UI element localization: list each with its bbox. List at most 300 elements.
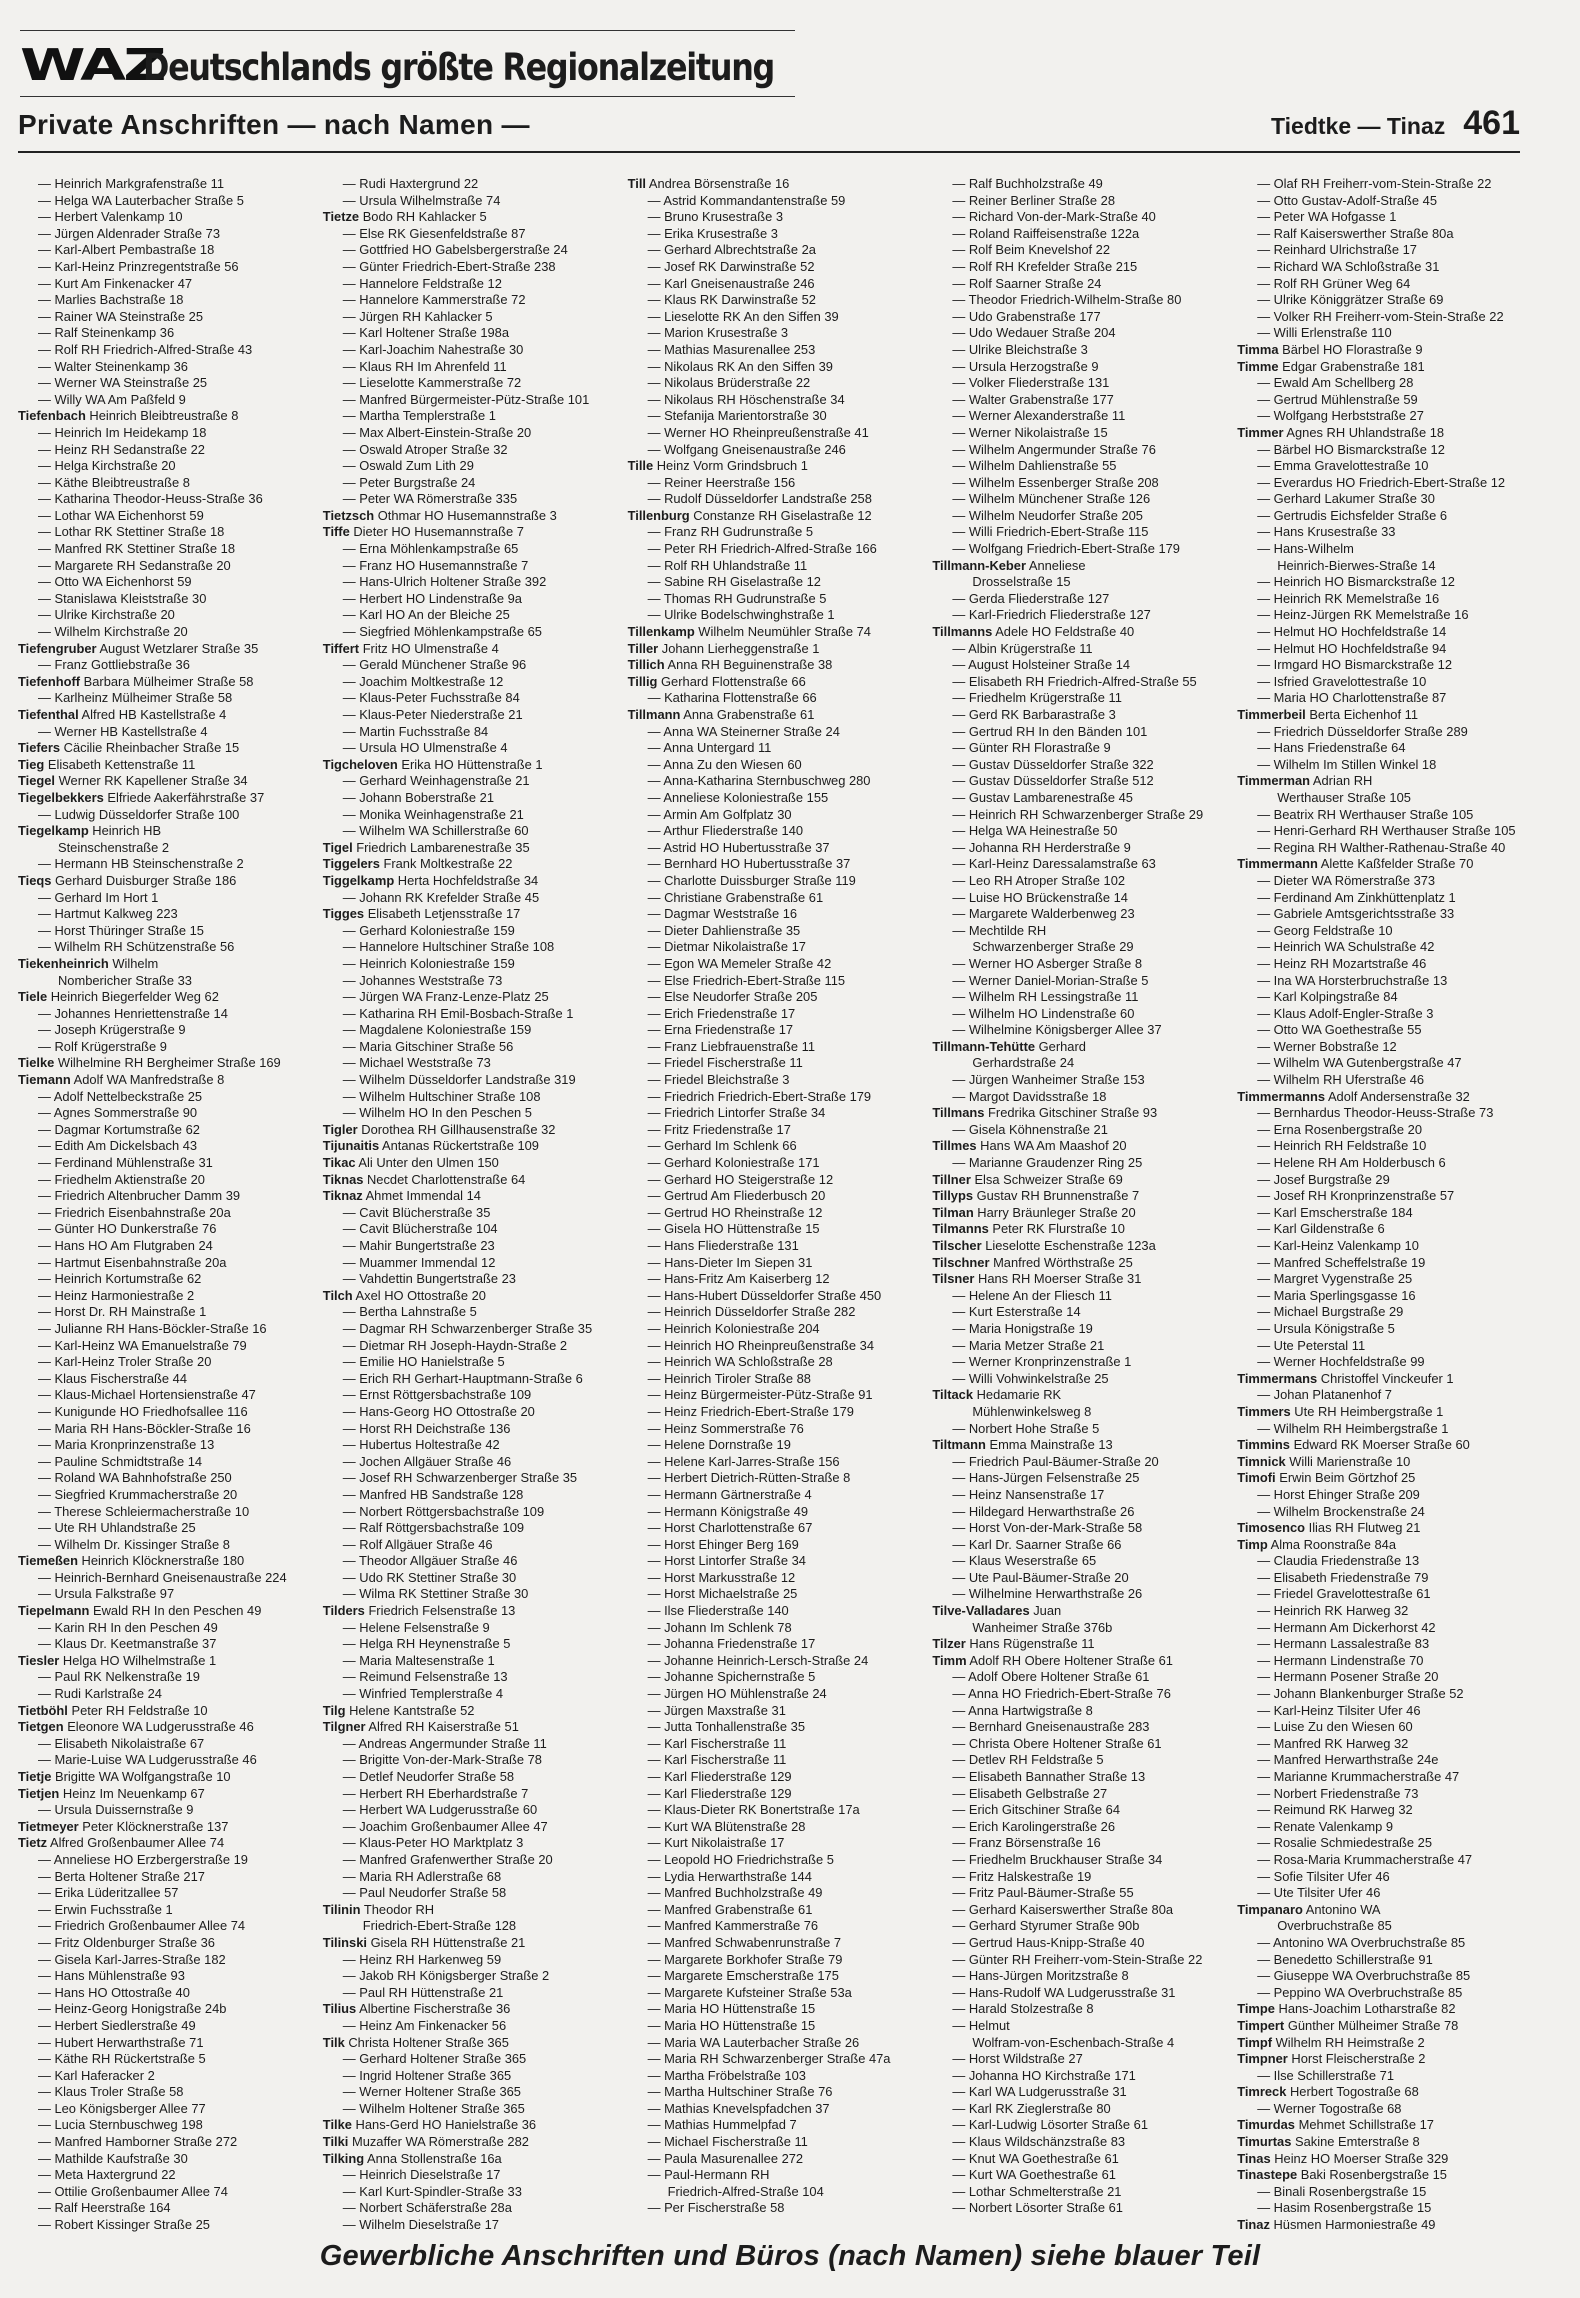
surname: Tilinski [322,1934,367,1950]
surname: Timpert [1237,2017,1285,2033]
directory-entry [18,1055,309,1072]
directory-entry: — Hannelore Feldstraße 12 [342,275,502,291]
directory-entry: — Siegfried Krummacherstraße 20 [38,1486,238,1502]
directory-entry: — Julianne RH Hans-Böckler-Straße 16 [38,1320,267,1336]
entry-text: Anna RH Beguinenstraße 38 [667,657,833,673]
entry-text: Hüsmen Harmoniestraße 49 [1273,2217,1436,2233]
directory-entry: — Erwin Fuchsstraße 1 [38,1901,173,1917]
directory-entry: — Karl HO An der Bleiche 25 [342,607,510,623]
surname: Tiffert [322,640,360,656]
directory-entry [932,1238,1223,1255]
directory-entry [323,209,614,226]
directory-entry: — Nikolaus Brüderstraße 22 [647,375,811,391]
surname: Tiepelmann [18,1603,90,1619]
directory-entry: — Karl Fliederstraße 129 [647,1785,792,1801]
directory-entry [323,906,614,923]
directory-entry: — Karl-Heinz Prinzregentstraße 56 [38,258,239,274]
directory-entry: — Hans-Dieter Im Siepen 31 [647,1254,813,1270]
surname: Tilk [322,2034,345,2050]
directory-entry: — Wilhelm Brockenstraße 24 [1257,1503,1425,1519]
directory-entry [18,740,309,757]
directory-entry [18,989,309,1006]
directory-entry: — Wilhelm Dr. Kissinger Straße 8 [38,1536,230,1552]
directory-entry: — Werner WA Steinstraße 25 [38,375,208,391]
directory-entry: — Günter Friedrich-Ebert-Straße 238 [342,258,556,274]
directory-entry: — Friedrich Eisenbahnstraße 20a [38,1204,231,1220]
directory-entry: — Karl Fischerstraße 11 [647,1735,787,1751]
entry-text: Johann Lierheggenstraße 1 [661,640,820,656]
directory-entry: — Lieselotte Kammerstraße 72 [342,375,522,391]
directory-entry: — Ralf Kaiserswerther Straße 80a [1257,225,1454,241]
directory-entry [1237,1902,1528,1919]
directory-entry: — Friedhelm Bruckhauser Straße 34 [952,1851,1163,1867]
directory-entry: — Gerhard Weinhagenstraße 21 [342,773,530,789]
directory-entry: — Hans-Fritz Am Kaiserberg 12 [647,1271,830,1287]
directory-entry: — Werner HO Asberger Straße 8 [952,955,1142,971]
directory-entry: — Heinz RH Sedanstraße 22 [38,441,205,457]
directory-entry [932,1105,1223,1122]
surname: Tille [627,458,654,474]
surname: Tillmann-Keber [932,557,1026,573]
directory-entry: — Herbert WA Ludgerusstraße 60 [342,1802,538,1818]
directory-entry [18,1719,309,1736]
directory-entry: — Ursula HO Ulmenstraße 4 [342,740,508,756]
directory-entry: — Friedrich Friedrich-Ebert-Straße 179 [647,1088,872,1104]
surname: Timmerbeil [1237,707,1306,722]
directory-listing [18,176,1528,2233]
directory-entry: — Charlotte Duissburger Straße 119 [647,872,856,888]
directory-entry: — Horst Charlottenstraße 67 [647,1520,813,1536]
directory-entry: — Kurt Am Finkenacker 47 [38,275,193,291]
directory-entry: — Helga Kirchstraße 20 [38,458,176,474]
directory-entry: — Horst Wildstraße 27 [952,2051,1083,2067]
directory-entry: — Hubertus Holtestraße 42 [342,1437,500,1453]
directory-entry: — Maria RH Hans-Böckler-Straße 16 [38,1420,251,1436]
directory-entry: — Johanna HO Kirchstraße 171 [952,2067,1136,2083]
directory-entry: — Robert Kissinger Straße 25 [38,2217,210,2233]
directory-entry [1237,2051,1528,2068]
directory-entry: — Jakob RH Königsberger Straße 2 [342,1968,550,1984]
directory-entry [18,707,309,724]
entry-text: Emma Mainstraße 13 [989,1437,1113,1453]
directory-entry: — Ewald Am Schellberg 28 [1257,375,1414,391]
directory-entry [18,1819,309,1836]
surname: Tikac [322,1155,356,1171]
directory-entry [1237,1437,1528,1454]
directory-entry: — Jürgen Maxstraße 31 [647,1702,786,1718]
directory-entry: — Ernst Röttgersbachstraße 109 [342,1387,532,1403]
directory-entry [932,1271,1223,1288]
directory-entry: — Peppino WA Overbruchstraße 85 [1257,1984,1463,2000]
directory-entry: — Klaus-Peter Fuchsstraße 84 [342,690,520,706]
directory-entry: — Gustav Lambarenestraße 45 [952,789,1133,805]
directory-entry: — Maria Kronprinzenstraße 13 [38,1437,215,1453]
directory-entry [1237,2167,1528,2184]
directory-entry: — Martha Hultschiner Straße 76 [647,2084,833,2100]
directory-column [932,176,1223,2221]
directory-entry: — Mahir Bungertstraße 23 [342,1238,495,1253]
directory-entry: — Heinz Friedrich-Ebert-Straße 179 [647,1403,854,1419]
directory-entry: — Werner Hochfeldstraße 99 [1257,1354,1425,1370]
directory-entry: — Hans HO Ottostraße 40 [38,1984,190,2000]
directory-entry [18,790,309,807]
directory-entry: — Karl-Albert Pembastraße 18 [38,242,215,258]
surname: Timmermans [1237,1370,1318,1386]
directory-entry: — Bruno Krusestraße 3 [647,209,784,225]
directory-entry: — Gertrud Mühlenstraße 59 [1257,391,1418,407]
directory-entry: — Binali Rosenbergstraße 15 [1257,2183,1427,2199]
directory-entry: — Jürgen Aldenrader Straße 73 [38,225,221,241]
directory-entry: — Everardus HO Friedrich-Ebert-Straße 12 [1257,474,1506,490]
entry-text: Barbara Mülheimer Straße 58 [83,673,254,689]
directory-entry: — Jürgen RH Kahlacker 5 [342,308,493,324]
directory-entry: — Heinrich WA Schulstraße 42 [1257,939,1435,955]
directory-entry: — Gustav Düsseldorfer Straße 322 [952,756,1154,772]
directory-entry: — Theodor Friedrich-Wilhelm-Straße 80 [952,292,1182,308]
directory-entry: — Margot Davidsstraße 18 [952,1088,1107,1104]
directory-entry: — Werner Bobstraße 12 [1257,1038,1397,1054]
entry-text: Gerhard [1038,1038,1086,1054]
directory-entry: — Manfred Schwabenrunstraße 7 [647,1934,842,1950]
directory-entry: — Rolf Beim Knevelshof 22 [952,242,1111,258]
directory-entry: — Hubert Herwarthstraße 71 [38,2034,204,2050]
directory-entry: — Friedhelm Aktienstraße 20 [38,1171,205,1187]
directory-entry: Wanheimer Straße 376b [972,1619,1113,1635]
directory-entry [1237,2001,1528,2018]
directory-entry: — Herbert Valenkamp 10 [38,209,183,225]
directory-entry: — Hans-Georg HO Ottostraße 20 [342,1403,535,1419]
entry-text: Peter RH Feldstraße 10 [71,1702,208,1718]
directory-entry: — Heinz Harmoniestraße 2 [38,1287,195,1303]
directory-entry: — Katharina Theodor-Heuss-Straße 36 [38,491,263,507]
directory-entry: — Norbert Hohe Straße 5 [952,1420,1100,1436]
directory-entry: — Hasim Rosenbergstraße 15 [1257,2200,1432,2216]
directory-entry: — Karl Kurt-Spindler-Straße 33 [342,2183,522,2199]
directory-entry: — Franz RH Gudrunstraße 5 [647,524,814,540]
directory-entry [18,873,309,890]
entry-text: Antanas Rückertstraße 109 [382,1138,539,1154]
surname: Tilzer [932,1636,966,1652]
directory-entry [932,1387,1223,1404]
directory-entry: — Wilhelm Dieselstraße 17 [342,2217,499,2233]
directory-entry: — Heinrich Kortumstraße 62 [38,1271,202,1287]
directory-entry [18,641,309,658]
masthead-top-rule [20,30,795,31]
directory-entry: — Roland Raiffeisenstraße 122a [952,225,1140,241]
directory-entry [628,707,919,724]
surname: Tiefenhoff [18,673,81,689]
surname: Tilscher [932,1238,982,1253]
directory-entry: — Detlef Neudorfer Straße 58 [342,1769,515,1784]
entry-text: Adrian RH [1312,773,1373,789]
directory-entry: — Joachim Großenbaumer Allee 47 [342,1818,548,1834]
directory-entry [323,1719,614,1736]
directory-entry: — Stanislawa Kleiststraße 30 [38,590,207,606]
directory-entry: — Martha Templerstraße 1 [342,408,496,424]
directory-entry: — Franz Liebfrauenstraße 11 [647,1038,816,1054]
directory-entry: — Helmut HO Hochfeldstraße 94 [1257,640,1447,656]
directory-entry: — Willi Friedrich-Ebert-Straße 115 [952,524,1149,540]
directory-entry: — Friedel Bleichstraße 3 [647,1072,790,1088]
directory-entry: — Hans Krusestraße 33 [1257,524,1396,540]
entry-text: Muzaffer WA Römerstraße 282 [351,2134,529,2150]
directory-entry: — Werner Holtener Straße 365 [342,2084,521,2100]
directory-entry: — Johanne Spichernstraße 5 [647,1669,816,1685]
directory-entry [1237,2084,1528,2101]
directory-entry: — Margarete RH Sedanstraße 20 [38,557,231,573]
directory-entry: — Wilhelm RH Uferstraße 46 [1257,1072,1425,1088]
directory-entry: — Hermann Königstraße 49 [647,1503,809,1519]
directory-entry: — Helene Felsenstraße 9 [342,1619,490,1635]
directory-entry: — Hans HO Am Flutgraben 24 [38,1238,213,1253]
entry-text: Anna Grabenstraße 61 [683,707,815,722]
entry-text: Hans WA Am Maashof 20 [980,1138,1127,1154]
directory-entry: Friedrich-Ebert-Straße 128 [362,1918,517,1934]
directory-entry: — Gertrud RH In den Bänden 101 [952,723,1148,739]
directory-entry: — Marianne Graudenzer Ring 25 [952,1155,1143,1171]
directory-entry: — Martha Fröbelstraße 103 [647,2067,806,2083]
surname: Tilki [322,2134,349,2150]
directory-entry: — Lothar Schmelterstraße 21 [952,2183,1122,2199]
directory-entry: Mühlenwinkelsweg 8 [972,1403,1092,1419]
surname: Tielke [18,1055,55,1071]
directory-entry: — Michael Weststraße 73 [342,1055,491,1071]
directory-entry: — Friedhelm Krügerstraße 11 [952,690,1122,706]
directory-entry: — Peter RH Friedrich-Alfred-Straße 166 [647,541,877,557]
surname: Timpf [1237,2034,1273,2050]
directory-entry: — Marie-Luise WA Ludgerusstraße 46 [38,1752,257,1768]
directory-entry: — Klaus Adolf-Engler-Straße 3 [1257,1005,1434,1021]
directory-entry: — Wilhelm RH Lessingstraße 11 [952,989,1139,1005]
directory-entry: — Marlies Bachstraße 18 [38,292,184,308]
directory-entry [1237,342,1528,359]
directory-entry: — Helene Karl-Jarres-Straße 156 [647,1453,840,1469]
directory-entry: — Mathias Knevelspfadchen 37 [647,2100,830,2116]
directory-entry: — Heinrich-Bernhard Gneisenaustraße 224 [38,1569,287,1585]
directory-entry: — Johan Platanenhof 7 [1257,1387,1392,1403]
entry-text: Helga HO Wilhelmstraße 1 [62,1652,217,1668]
directory-entry: — Gottfried HO Gabelsbergerstraße 24 [342,242,568,258]
directory-entry: — Helga RH Heynenstraße 5 [342,1636,511,1652]
page-number: 461 [1463,104,1520,142]
entry-text: Edward RK Moerser Straße 60 [1293,1437,1470,1453]
directory-entry: — Else RK Giesenfeldstraße 87 [342,225,526,241]
directory-entry: — Leo Königsberger Allee 77 [38,2100,206,2116]
surname: Tiggelers [322,856,380,872]
directory-entry: — Hans Mühlenstraße 93 [38,1968,185,1984]
directory-entry [18,1603,309,1620]
entry-text: Alfred RH Kaiserstraße 51 [368,1719,519,1735]
directory-entry: — Herbert HO Lindenstraße 9a [342,590,522,606]
directory-entry: — Dagmar Weststraße 16 [647,906,798,922]
directory-entry: — Gertrud Am Fliederbusch 20 [647,1188,826,1204]
directory-entry [628,641,919,658]
directory-entry [932,1221,1223,1238]
surname: Tilve-Valladares [932,1603,1030,1619]
surname: Tiefers [18,740,61,756]
directory-entry: — Friedrich Großenbaumer Allee 74 [38,1918,246,1934]
directory-entry: — Heinrich RH Feldstraße 10 [1257,1138,1427,1154]
directory-entry: — Helene An der Fliesch 11 [952,1287,1112,1303]
surname: Timosenco [1237,1520,1306,1536]
entry-text: Heinrich Klöcknerstraße 180 [81,1553,245,1569]
surname: Tillmes [932,1138,977,1154]
surname: Timmer [1237,424,1284,440]
directory-entry: — Heinrich Koloniestraße 159 [342,955,515,971]
entry-text: Anna Stollenstraße 16a [366,2150,502,2166]
entry-text: Alma Roonstraße 84a [1270,1536,1397,1552]
directory-entry: — Olaf RH Freiherr-vom-Stein-Straße 22 [1257,176,1492,191]
directory-entry [1237,2151,1528,2168]
entry-text: Cäcilie Rheinbacher Straße 15 [63,740,240,756]
directory-entry: — Josef RH Kronprinzenstraße 57 [1257,1188,1455,1204]
directory-entry: — Katharina RH Emil-Bosbach-Straße 1 [342,1005,574,1021]
entry-text: Dorothea RH Gillhausenstraße 32 [361,1121,556,1137]
directory-entry: — Muammer Immendal 12 [342,1254,496,1270]
directory-entry: — Brigitte Von-der-Mark-Straße 78 [342,1752,542,1768]
directory-entry: — Ulrike Kirchstraße 20 [38,607,175,623]
directory-entry: — Erich Karolingerstraße 26 [952,1818,1116,1834]
directory-entry: — Wilhelm Angermunder Straße 76 [952,441,1156,457]
directory-entry: — Klaus Fischerstraße 44 [38,1370,188,1386]
directory-entry: — Hans-Rudolf WA Ludgerusstraße 31 [952,1984,1176,2000]
entry-text: Erika HO Hüttenstraße 1 [401,756,543,772]
directory-entry: — Marianne Krummacherstraße 47 [1257,1769,1460,1784]
directory-entry [1237,1470,1528,1487]
directory-entry: — Wilhelm WA Schillerstraße 60 [342,823,529,839]
directory-entry: — Bernhardus Theodor-Heuss-Straße 73 [1257,1105,1494,1121]
directory-entry: — Johann RK Krefelder Straße 45 [342,889,540,905]
directory-entry: — Ralf Steinenkamp 36 [38,325,175,341]
directory-entry: — Kurt Nikolaistraße 17 [647,1835,785,1851]
entry-text: Günther Mülheimer Straße 78 [1287,2017,1459,2033]
surname: Tiltack [932,1387,973,1403]
directory-entry: — Claudia Friedenstraße 13 [1257,1553,1420,1569]
directory-entry: — Hartmut Eisenbahnstraße 20a [38,1254,227,1270]
surname: Timurtas [1237,2134,1292,2150]
directory-entry: — Hans-Hubert Düsseldorfer Straße 450 [647,1287,882,1303]
directory-entry: — Otto WA Goethestraße 55 [1257,1022,1422,1038]
entry-text: Gisela RH Hüttenstraße 21 [370,1934,526,1950]
entry-text: Manfred Wörthstraße 25 [993,1254,1133,1270]
directory-entry: — Per Fischerstraße 58 [647,2200,785,2216]
directory-entry: — Wilhelm Im Stillen Winkel 18 [1257,756,1437,772]
entry-text: Ilias RH Flutweg 21 [1308,1520,1421,1536]
directory-entry: — Marion Krusestraße 3 [647,325,789,341]
directory-entry: — Wilhelm RH Heimbergstraße 1 [1257,1420,1449,1436]
entry-text: Adolf WA Manfredstraße 8 [73,1072,225,1088]
directory-entry: — Antonino WA Overbruchstraße 85 [1257,1934,1466,1950]
surname: Tiknas [322,1171,364,1187]
directory-entry: — Werner Nikolaistraße 15 [952,424,1108,440]
directory-entry: — Helga WA Heinestraße 50 [952,823,1118,839]
directory-entry: — Ursula Wilhelmstraße 74 [342,192,501,208]
surname: Tiller [627,640,659,656]
directory-entry: — Rolf RH Krefelder Straße 215 [952,258,1138,274]
directory-entry: — Heinz Am Finkenacker 56 [342,2017,507,2033]
masthead [20,40,800,91]
directory-entry: — Ralf Röttgersbachstraße 109 [342,1520,525,1536]
surname: Tiltmann [932,1437,986,1453]
entry-text: Heinz HO Moerser Straße 329 [1274,2150,1449,2166]
directory-entry: — Gerhard Styrumer Straße 90b [952,1918,1140,1934]
directory-entry: — Siegfried Möhlenkampstraße 65 [342,624,542,640]
directory-entry [18,956,309,973]
directory-entry: — Thomas RH Gudrunstraße 5 [647,590,827,606]
directory-entry: — Werner HB Kastellstraße 4 [38,723,208,739]
directory-entry: — Cavit Blücherstraße 35 [342,1204,491,1220]
directory-entry [628,508,919,525]
directory-entry: — Gerhard Albrechtstraße 2a [647,242,816,258]
surname: Timma [1237,341,1279,357]
surname: Tilschner [932,1254,990,1270]
directory-entry: — Wolfgang Herbststraße 27 [1257,408,1424,424]
surname: Tillyps [932,1188,973,1204]
directory-entry: — Horst Lintorfer Straße 34 [647,1553,806,1569]
directory-entry [1237,1454,1528,1471]
directory-entry: — Friedrich Düsseldorfer Straße 289 [1257,723,1468,739]
directory-entry: — Volker RH Freiherr-vom-Stein-Straße 22 [1257,308,1504,324]
surname: Tilking [322,2150,365,2166]
directory-entry: — Friedrich Paul-Bäumer-Straße 20 [952,1453,1159,1469]
directory-entry: — Christiane Grabenstraße 61 [647,889,824,905]
entry-text: Elsa Schweizer Straße 69 [974,1171,1123,1187]
directory-entry: — Manfred RK Harweg 32 [1257,1735,1409,1751]
entry-text: Hans-Gerd HO Hanielstraße 36 [355,2117,537,2133]
directory-entry: — Erna Rosenbergstraße 20 [1257,1121,1422,1137]
directory-entry: — Johannes Weststraße 73 [342,972,503,988]
directory-entry: — Maria WA Lauterbacher Straße 26 [647,2034,860,2050]
entry-text: Herta Hochfeldstraße 34 [397,872,539,888]
directory-entry: — Ute Tilsiter Ufer 46 [1257,1885,1381,1901]
directory-entry: — Karl-Friedrich Fliederstraße 127 [952,607,1151,623]
directory-entry: — Karl-Ludwig Lösorter Straße 61 [952,2117,1148,2133]
directory-entry: — Heinz-Jürgen RK Memelstraße 16 [1257,607,1469,623]
directory-entry [628,657,919,674]
directory-entry: — Reinhard Ulrichstraße 17 [1257,242,1417,258]
directory-entry: — Wilhelm Kirchstraße 20 [38,624,188,640]
surname: Timpner [1237,2051,1288,2067]
directory-entry: — Paula Masurenallee 272 [647,2150,804,2166]
directory-entry: — Anneliese Koloniestraße 155 [647,789,829,805]
entry-text: Sakine Emterstraße 8 [1295,2134,1420,2150]
directory-entry: — Klaus-Peter HO Marktplatz 3 [342,1835,524,1851]
entry-text: Hans-Joachim Lotharstraße 82 [1278,2001,1456,2017]
directory-entry: — Heinz RH Harkenweg 59 [342,1951,502,1967]
surname: Timofi [1237,1470,1276,1486]
directory-entry: — Stefanija Marientorstraße 30 [647,408,827,424]
directory-entry: — Wilhelm Düsseldorfer Landstraße 319 [342,1072,576,1088]
directory-entry: — Franz Gottliebstraße 36 [38,657,190,673]
directory-entry: — Andreas Angermunder Straße 11 [342,1735,547,1751]
entry-text: Necdet Charlottenstraße 64 [367,1171,526,1187]
directory-entry: — Meta Haxtergrund 22 [38,2167,176,2183]
directory-entry: — Reimund Felsenstraße 13 [342,1669,508,1685]
directory-entry: — Rosalie Schmiedestraße 25 [1257,1835,1433,1851]
directory-entry: — Wilhelmine Königsberger Allee 37 [952,1022,1162,1038]
directory-entry: — Ute Paul-Bäumer-Straße 20 [952,1569,1129,1585]
directory-entry: — Käthe RH Rückertstraße 5 [38,2051,206,2067]
directory-entry: — Erna Möhlenkampstraße 65 [342,541,519,557]
directory-entry: — Christa Obere Holtener Straße 61 [952,1735,1162,1751]
directory-entry: — Emilie HO Hanielstraße 5 [342,1354,505,1370]
directory-entry: — Manfred Kammerstraße 76 [647,1918,819,1934]
directory-entry: — Ilse Fliederstraße 140 [647,1603,789,1619]
section-title: Private Anschriften — nach Namen — [18,109,530,140]
directory-entry: — Hartmut Kalkweg 223 [38,906,178,922]
directory-entry: — Elisabeth Gelbstraße 27 [952,1785,1108,1801]
entry-text: Heinrich Biegerfelder Weg 62 [50,989,219,1005]
